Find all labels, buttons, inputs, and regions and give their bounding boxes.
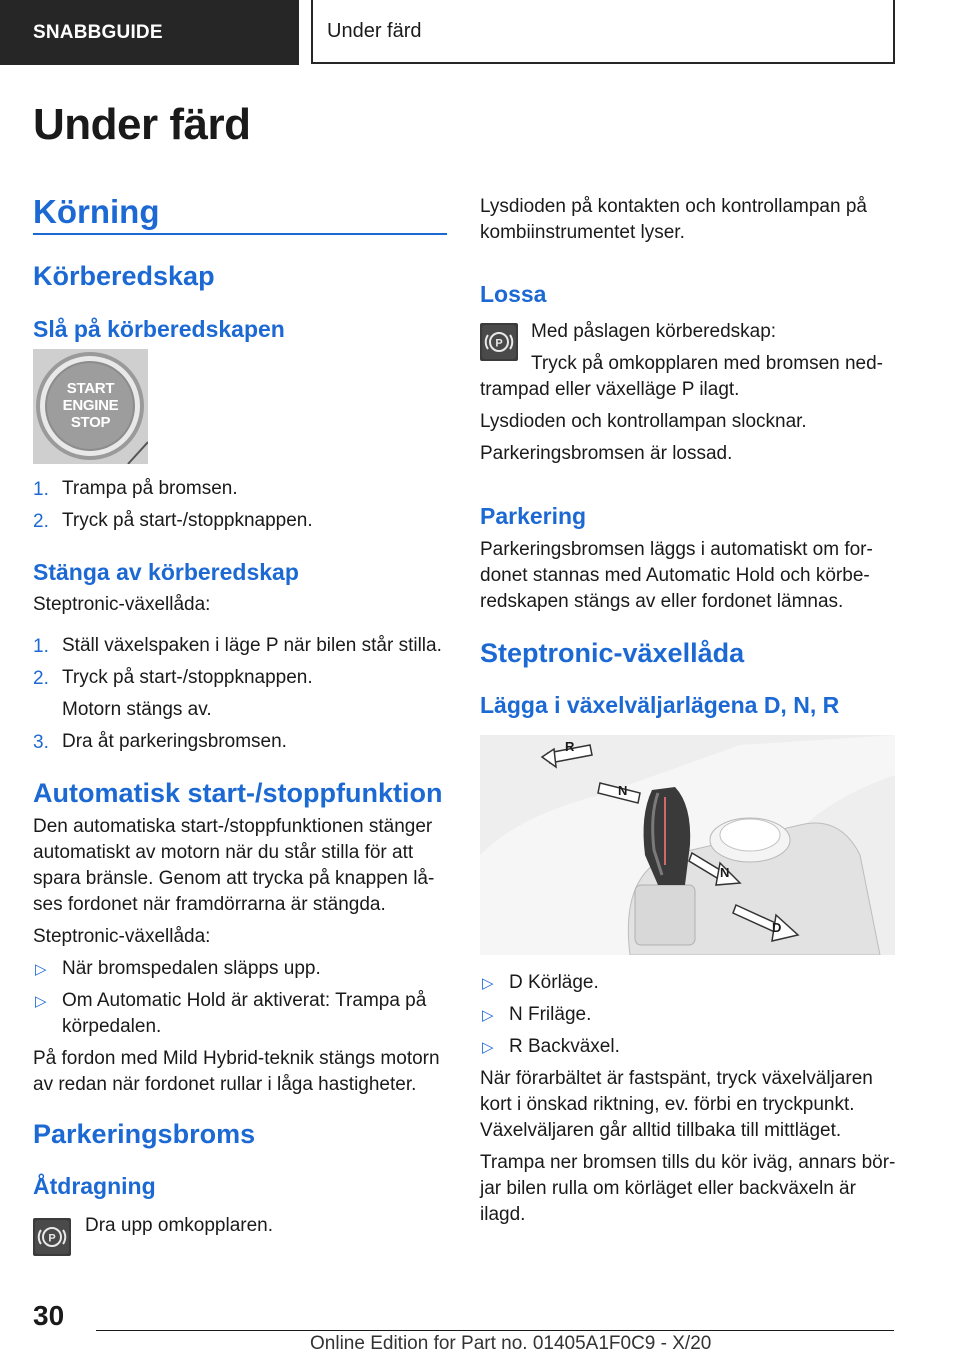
- svg-text:P: P: [48, 1232, 56, 1245]
- gear-label-n-upper: N: [618, 783, 628, 798]
- step-number: 2.: [33, 668, 49, 689]
- paragraph-line: Lysdioden på kontakten och kontrollampan på: [480, 196, 867, 217]
- step-text: Dra åt parkeringsbromsen.: [62, 731, 287, 752]
- paragraph-line: ses fordonet när framdörrarna är stängda.: [33, 894, 386, 915]
- korberedskap-heading: Körberedskap: [33, 261, 215, 291]
- bullet-triangle-icon: ▷: [482, 975, 494, 992]
- header-chapter-tab: [311, 0, 895, 64]
- paragraph-line: Den automatiska start-/stoppfunktionen stänger: [33, 816, 433, 837]
- start-stop-button-image: [33, 349, 148, 464]
- step-text: Motorn stängs av.: [62, 699, 212, 720]
- bullet-text: Om Automatic Hold är aktiverat: Trampa på: [62, 990, 427, 1011]
- parking-brake-switch-image: [33, 1218, 71, 1256]
- paragraph-line: Växelväljaren går alltid tillbaka till mittläget.: [480, 1120, 842, 1141]
- page-number: 30: [33, 1300, 65, 1331]
- step-number: 3.: [33, 732, 49, 753]
- bullet-triangle-icon: ▷: [35, 993, 47, 1010]
- bullet-triangle-icon: ▷: [35, 961, 47, 978]
- gear-selector-image: [480, 735, 895, 955]
- step-text: Tryck på start-/stoppknappen.: [62, 667, 313, 688]
- footer-edition: Online Edition for Part no. 01405A1F0C9 - X/20: [310, 1333, 712, 1354]
- steptronic-label: Steptronic-växellåda:: [33, 594, 211, 615]
- steptronic-label: Steptronic-växellåda:: [33, 926, 211, 947]
- paragraph-line: av redan när fordonet rullar i låga hastigheter.: [33, 1074, 417, 1095]
- paragraph-line: donet stannas med Automatic Hold och körbe-: [480, 565, 870, 586]
- atdragning-text: Dra upp omkopplaren.: [85, 1215, 273, 1236]
- paragraph-line: jar bilen rulla om körläget eller backväxeln är: [480, 1178, 856, 1199]
- parkeringsbroms-heading: Parkeringsbroms: [33, 1119, 256, 1149]
- bullet-text: körpedalen.: [62, 1016, 162, 1037]
- parking-brake-switch-image: [480, 323, 518, 361]
- bullet-text: N Friläge.: [509, 1004, 592, 1025]
- header-section-tab: [0, 0, 299, 65]
- paragraph-line: På fordon med Mild Hybrid-teknik stängs motorn: [33, 1048, 440, 1069]
- sla-pa-heading: Slå på körberedskapen: [33, 316, 285, 342]
- gear-selector-illustration: [480, 735, 895, 955]
- step-number: 1.: [33, 636, 49, 657]
- parking-brake-icon: [480, 323, 518, 361]
- gear-label-r: R: [565, 739, 575, 754]
- paragraph-line: Trampa ner bromsen tills du kör iväg, annars bör-: [480, 1152, 896, 1173]
- page-title: Under färd: [33, 100, 251, 149]
- header-chapter-label: Under färd: [327, 19, 422, 42]
- gear-label-n-lower: N: [720, 865, 730, 880]
- stop-label: STOP: [70, 414, 111, 431]
- paragraph-line: spara bränsle. Genom att trycka på knappen lå-: [33, 868, 435, 889]
- parking-brake-icon: [33, 1218, 71, 1256]
- paragraph-line: Tryck på omkopplaren med bromsen ned-: [531, 353, 884, 374]
- paragraph-line: Parkeringsbromsen läggs i automatiskt om for-: [480, 539, 873, 560]
- chapter-rule: [33, 233, 447, 235]
- paragraph-line: kort i önskad riktning, ev. förbi en tryckpunkt.: [480, 1094, 855, 1115]
- parkering-heading: Parkering: [480, 503, 587, 529]
- paragraph-line: kombiinstrumentet lyser.: [480, 222, 685, 243]
- atdragning-heading: Åtdragning: [33, 1173, 156, 1199]
- paragraph-line: ilagd.: [480, 1204, 526, 1225]
- paragraph-line: Parkeringsbromsen är lossad.: [480, 443, 733, 464]
- bullet-triangle-icon: ▷: [482, 1007, 494, 1024]
- paragraph-line: Med påslagen körberedskap:: [531, 321, 777, 342]
- lossa-heading: Lossa: [480, 281, 547, 307]
- step-text: Tryck på start-/stoppknappen.: [62, 510, 313, 531]
- stanga-heading: Stänga av körberedskap: [33, 559, 299, 585]
- bullet-text: R Backväxel.: [509, 1036, 620, 1057]
- lagga-heading: Lägga i växelväljarlägena D, N, R: [480, 692, 840, 718]
- header-section-label: SNABBGUIDE: [33, 21, 163, 43]
- paragraph-line: trampad eller växelläge P ilagt.: [480, 379, 740, 400]
- bullet-text: När bromspedalen släpps upp.: [62, 958, 321, 979]
- chapter-heading: Körning: [33, 193, 160, 230]
- gear-label-d: D: [772, 920, 782, 935]
- step-text: Trampa på bromsen.: [62, 478, 238, 499]
- footer-rule: [96, 1330, 894, 1331]
- bullet-triangle-icon: ▷: [482, 1039, 494, 1056]
- step-number: 1.: [33, 479, 49, 500]
- paragraph-line: automatiskt av motorn när du står stilla för att: [33, 842, 414, 863]
- paragraph-line: redskapen stängs av eller fordonet lämnas.: [480, 591, 844, 612]
- svg-text:P: P: [495, 337, 503, 350]
- step-text: Ställ växelspaken i läge P när bilen står stilla.: [62, 635, 442, 656]
- engine-label: ENGINE: [62, 397, 119, 414]
- bullet-text: D Körläge.: [509, 972, 599, 993]
- steptronic-heading: Steptronic-växellåda: [480, 638, 745, 668]
- start-label: START: [66, 380, 115, 397]
- paragraph-line: Lysdioden och kontrollampan slocknar.: [480, 411, 807, 432]
- step-number: 2.: [33, 511, 49, 532]
- auto-start-stop-heading: Automatisk start-/stoppfunktion: [33, 778, 443, 808]
- paragraph-line: När förarbältet är fastspänt, tryck växelväljaren: [480, 1068, 873, 1089]
